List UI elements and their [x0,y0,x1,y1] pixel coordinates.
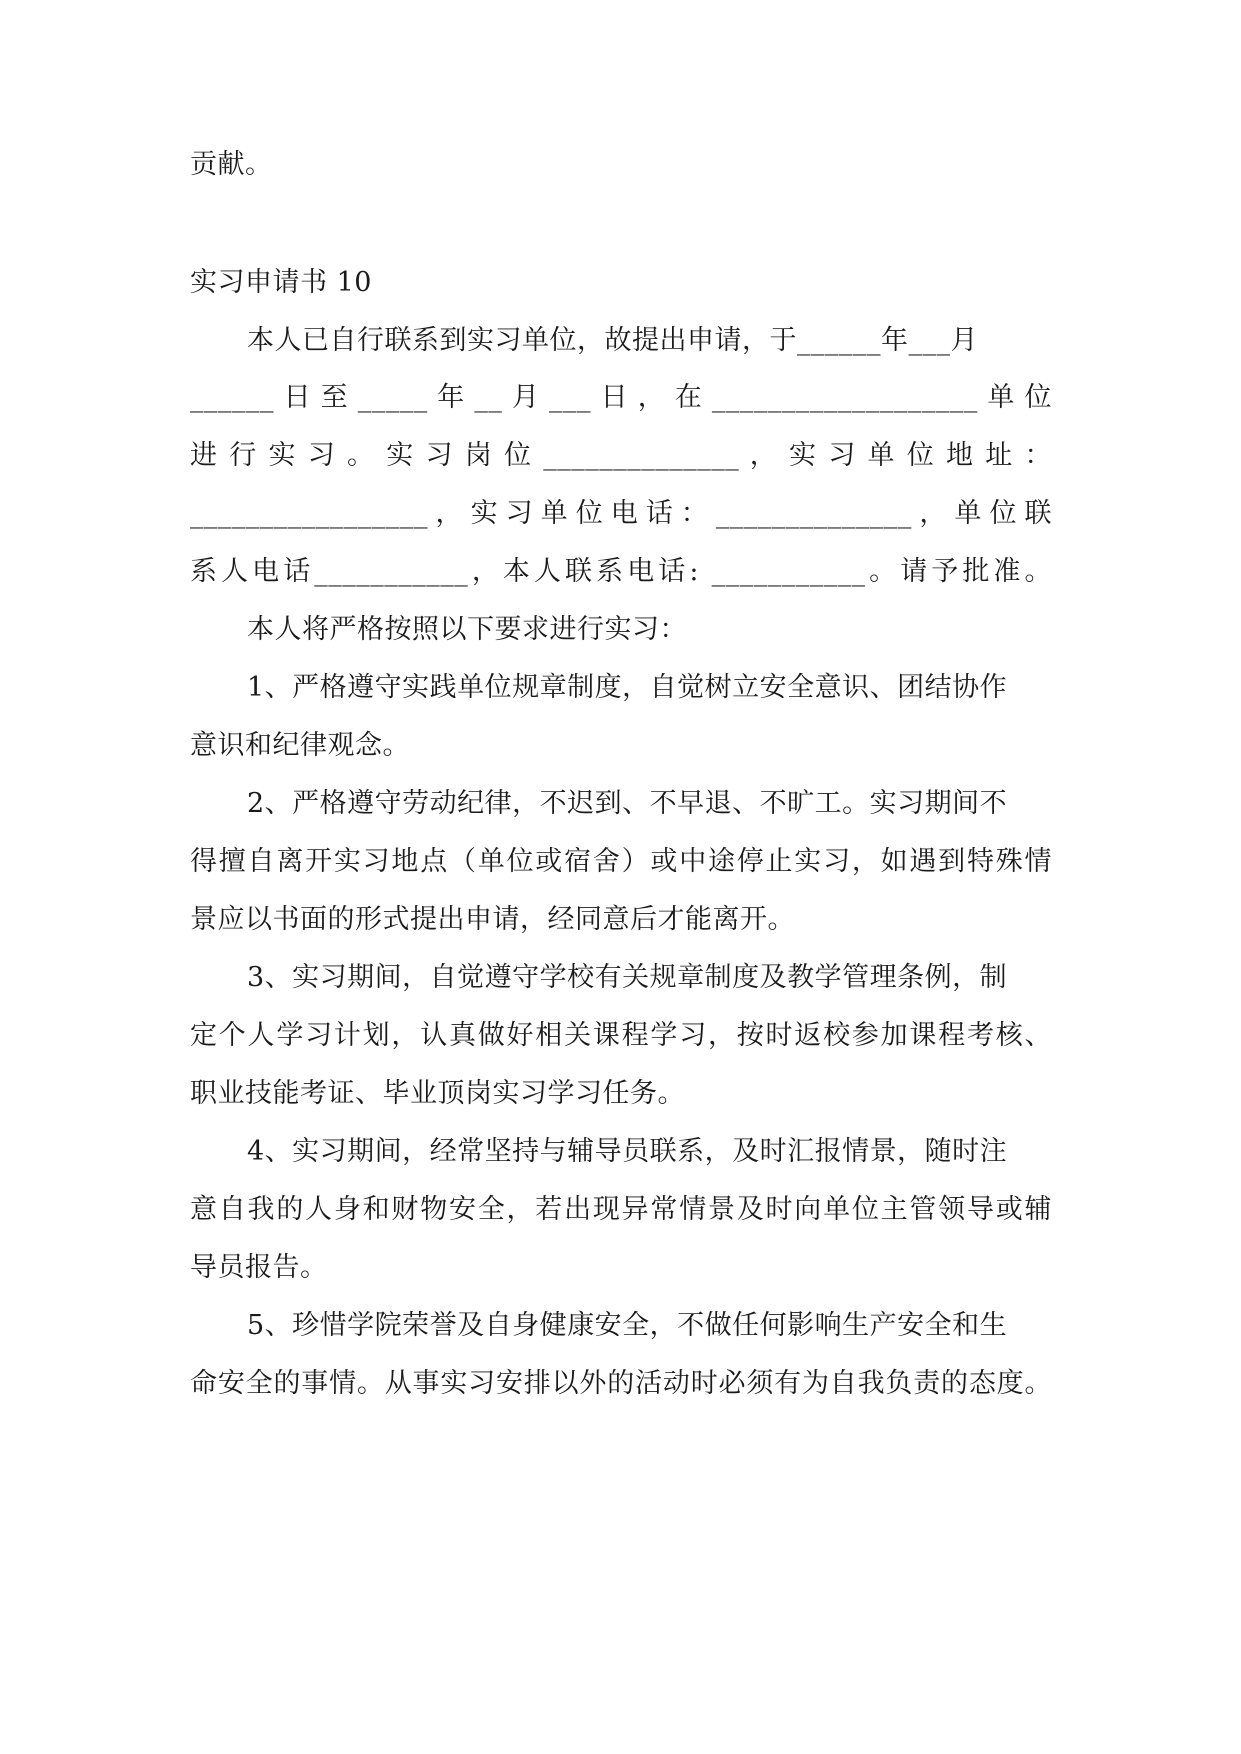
list-item-line: 定个人学习计划，认真做好相关课程学习，按时返校参加课程考核、 [190,1020,1052,1051]
paragraph-line: 本人将严格按照以下要求进行实习： [247,614,687,645]
list-item-line: 1、严格遵守实践单位规章制度，自觉树立安全意识、团结协作 [247,672,1008,703]
list-item-line: 职业技能考证、毕业顶岗实习学习任务。 [190,1078,685,1109]
list-item-line: 3、实习期间，自觉遵守学校有关规章制度及教学管理条例，制 [247,962,1008,993]
previous-section-ending: 贡献。 [190,149,273,180]
paragraph-line: 系人电话___________，本人联系电话: ___________。请予批准。 [190,556,1052,587]
list-item-line: 得擅自离开实习地点（单位或宿舍）或中途停止实习，如遇到特殊情 [190,846,1052,877]
list-item-line: 意自我的人身和财物安全，若出现异常情景及时向单位主管领导或辅 [190,1194,1052,1225]
paragraph-line: ______日至_____年__月___日，在___________________单位 [190,382,1052,413]
paragraph-line: 本人已自行联系到实习单位，故提出申请，于______年___月 [247,325,978,356]
list-item-line: 4、实习期间，经常坚持与辅导员联系，及时汇报情景，随时注 [247,1136,1008,1167]
list-item-line: 意识和纪律观念。 [190,730,410,761]
list-item-line: 景应以书面的形式提出申请，经同意后才能离开。 [190,904,795,935]
paragraph-line: 进 行 实 习 。 实 习 岗 位 ______________ ， 实 习 单 位 地 址 ： [190,440,1052,471]
list-item-line: 2、严格遵守劳动纪律，不迟到、不早退、不旷工。实习期间不 [247,788,1008,819]
list-item-line: 5、珍惜学院荣誉及自身健康安全，不做任何影响生产安全和生 [247,1310,1008,1341]
list-item-line: 导员报告。 [190,1252,328,1283]
section-title: 实习申请书 10 [190,267,372,298]
list-item-line: 命安全的事情。从事实习安排以外的活动时必须有为自我负责的态度。 [190,1368,1052,1399]
paragraph-line: _________________，实习单位电话：______________，单位联 [190,498,1052,529]
